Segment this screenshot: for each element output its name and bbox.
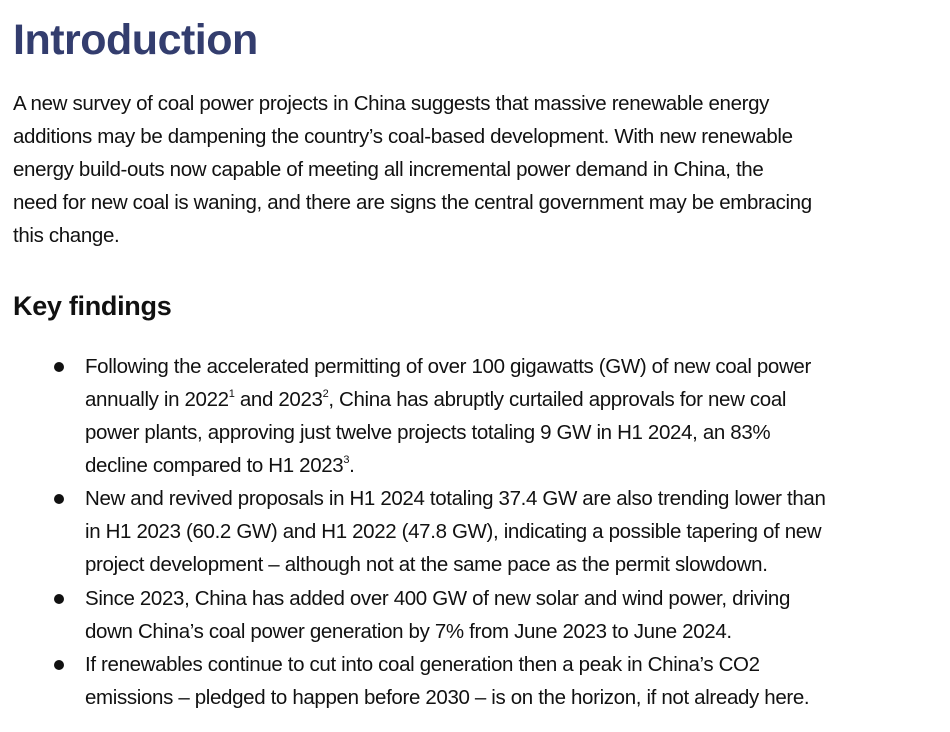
finding-line: down China’s coal power generation by 7% from June 2023 to June 2024. xyxy=(85,620,732,643)
list-item xyxy=(0,350,826,482)
finding-line: emissions – pledged to happen before 2030 – is on the horizon, if not already here. xyxy=(85,686,810,709)
finding-line: If renewables continue to cut into coal generation then a peak in China’s CO2 xyxy=(85,653,760,676)
list-item xyxy=(0,648,826,714)
bullet-icon xyxy=(54,494,64,504)
text: . xyxy=(349,454,355,477)
text: and 2023 xyxy=(234,388,323,411)
intro-line: additions may be dampening the country’s coal-based development. With new renewable xyxy=(13,125,793,148)
footnote-ref[interactable]: 3 xyxy=(343,454,350,466)
intro-line: need for new coal is waning, and there are signs the central government may be embracing xyxy=(13,191,812,214)
list-item xyxy=(0,482,826,581)
intro-line: this change. xyxy=(13,224,120,247)
page-title: Introduction xyxy=(13,16,258,64)
footnote-ref[interactable]: 1 xyxy=(228,388,235,400)
finding-line: New and revived proposals in H1 2024 totaling 37.4 GW are also trending lower than xyxy=(85,487,826,510)
intro-line: energy build-outs now capable of meeting all incremental power demand in China, the xyxy=(13,158,764,181)
finding-line xyxy=(85,449,826,482)
text: annually in 2022 xyxy=(85,388,229,411)
list-item xyxy=(0,582,826,648)
footnote-ref[interactable]: 2 xyxy=(322,388,329,400)
text: decline compared to H1 2023 xyxy=(85,454,344,477)
intro-line: A new survey of coal power projects in China suggests that massive renewable energy xyxy=(13,92,770,115)
intro-paragraph xyxy=(13,87,812,252)
text: , China has abruptly curtailed approvals for new coal xyxy=(328,388,787,411)
bullet-icon xyxy=(54,660,64,670)
finding-line: Following the accelerated permitting of over 100 gigawatts (GW) of new coal power xyxy=(85,355,811,378)
finding-line: in H1 2023 (60.2 GW) and H1 2022 (47.8 GW), indicating a possible tapering of new xyxy=(85,520,822,543)
finding-line xyxy=(85,383,826,416)
finding-line: Since 2023, China has added over 400 GW of new solar and wind power, driving xyxy=(85,587,791,610)
key-findings-list xyxy=(0,350,826,714)
finding-line: project development – although not at the same pace as the permit slowdown. xyxy=(85,553,768,576)
bullet-icon xyxy=(54,594,64,604)
bullet-icon xyxy=(54,362,64,372)
key-findings-heading: Key findings xyxy=(13,291,172,321)
finding-line: power plants, approving just twelve projects totaling 9 GW in H1 2024, an 83% xyxy=(85,421,771,444)
